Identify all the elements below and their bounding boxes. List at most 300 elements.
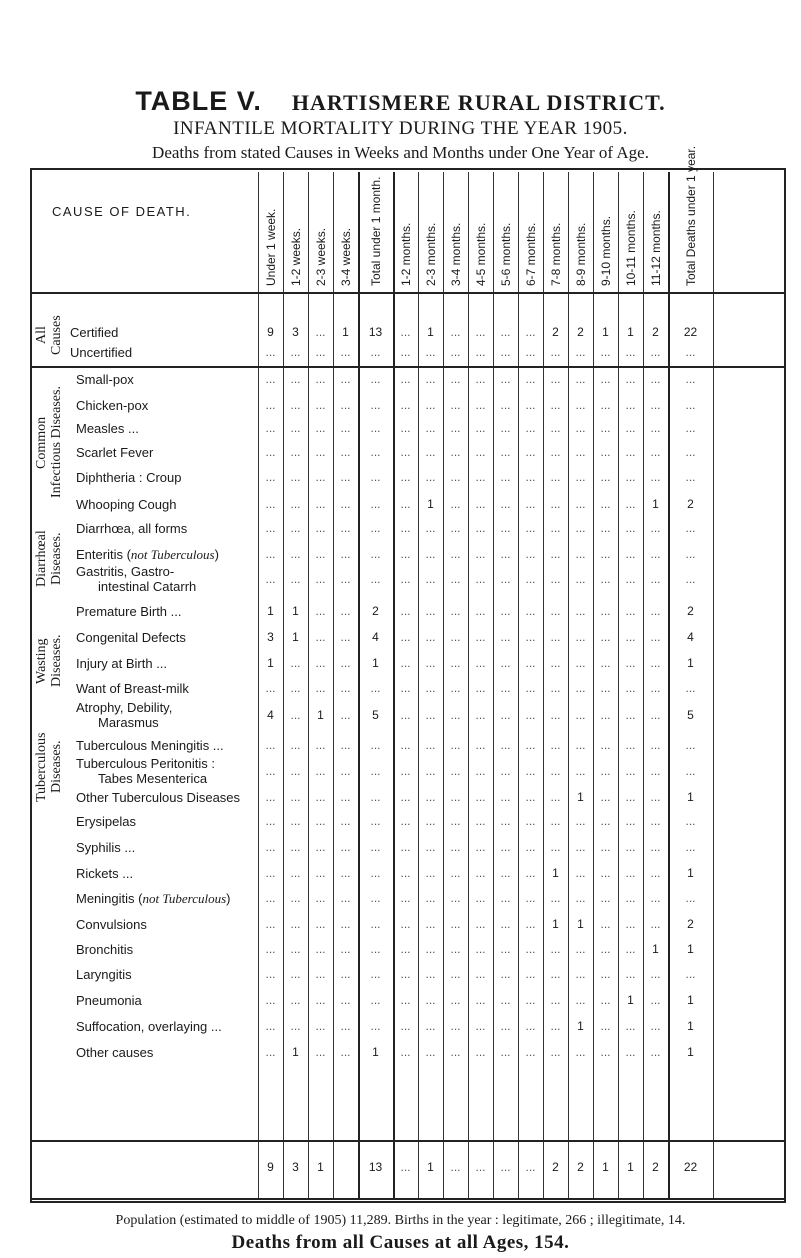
table-cell: ... <box>400 470 411 484</box>
table-cell: ... <box>550 547 561 561</box>
table-cell: ... <box>400 445 411 459</box>
column-header: 10-11 months. <box>623 210 638 286</box>
table-cell: ... <box>290 681 301 695</box>
table-cell: ... <box>575 470 586 484</box>
table-cell: ... <box>340 891 351 905</box>
table-cell: ... <box>625 738 636 752</box>
table-cell: ... <box>265 547 276 561</box>
table-cell: ... <box>500 891 511 905</box>
table-cell: ... <box>475 814 486 828</box>
table-cell: ... <box>575 604 586 618</box>
table-cell: ... <box>575 891 586 905</box>
table-cell: ... <box>550 942 561 956</box>
table-cell: ... <box>315 840 326 854</box>
table-cell: ... <box>370 840 381 854</box>
table-cell: 1 <box>652 497 659 511</box>
table-cell: ... <box>425 1045 436 1059</box>
table-cell: ... <box>625 790 636 804</box>
table-cell: ... <box>340 790 351 804</box>
table-cell: ... <box>425 547 436 561</box>
table-cell: ... <box>500 421 511 435</box>
table-cell: ... <box>500 1045 511 1059</box>
table-cell: ... <box>315 764 326 778</box>
table-cell: ... <box>475 572 486 586</box>
table-cell: ... <box>290 738 301 752</box>
table-cell: ... <box>600 1045 611 1059</box>
table-cell: ... <box>475 398 486 412</box>
table-cell: ... <box>450 521 461 535</box>
cause-label: Other Tuberculous Diseases <box>76 790 241 805</box>
table-cell: 13 <box>368 325 383 339</box>
table-cell: 1 <box>687 866 694 880</box>
cause-label-line: Tabes Mesenterica <box>98 771 208 786</box>
table-cell: ... <box>450 814 461 828</box>
cause-label: Uncertified <box>70 345 133 360</box>
total-cell: 3 <box>292 1160 299 1174</box>
cause-label: Chicken-pox <box>76 398 149 413</box>
table-cell: ... <box>625 814 636 828</box>
table-cell: ... <box>315 421 326 435</box>
table-cell: ... <box>525 967 536 981</box>
table-cell: 1 <box>687 1045 694 1059</box>
cause-label-italic: not Tuberculous <box>142 891 227 906</box>
table-cell: ... <box>475 764 486 778</box>
table-cell: ... <box>500 345 511 359</box>
table-cell: ... <box>500 656 511 670</box>
table-cell: ... <box>290 572 301 586</box>
table-cell: ... <box>600 840 611 854</box>
column-header: Total under 1 month. <box>368 176 383 286</box>
cause-label <box>76 756 215 786</box>
table-cell: ... <box>400 681 411 695</box>
table-cell: ... <box>450 891 461 905</box>
table-cell: ... <box>685 470 696 484</box>
cause-label-line: Marasmus <box>98 715 159 730</box>
table-cell: ... <box>550 630 561 644</box>
table-cell: ... <box>400 942 411 956</box>
table-cell: ... <box>265 445 276 459</box>
table-cell: ... <box>525 1045 536 1059</box>
table-cell: ... <box>575 1045 586 1059</box>
table-cell: ... <box>340 917 351 931</box>
table-cell: ... <box>525 572 536 586</box>
column-header: Total Deaths under 1 year. <box>683 145 698 286</box>
cause-label: Laryngitis <box>76 967 132 982</box>
table-cell: ... <box>550 708 561 722</box>
cause-label <box>76 564 196 594</box>
table-cell: ... <box>265 967 276 981</box>
table-cell: ... <box>370 521 381 535</box>
table-cell: ... <box>400 708 411 722</box>
table-cell: ... <box>475 547 486 561</box>
table-cell: ... <box>475 993 486 1007</box>
cause-label: Suffocation, overlaying ... <box>76 1019 222 1034</box>
table-cell: ... <box>600 738 611 752</box>
table-cell: ... <box>340 993 351 1007</box>
table-cell: ... <box>400 1045 411 1059</box>
table-cell: ... <box>400 790 411 804</box>
table-cell: ... <box>450 764 461 778</box>
table-cell: ... <box>625 866 636 880</box>
table-cell: ... <box>525 547 536 561</box>
total-cell: 22 <box>683 1160 698 1174</box>
table-cell: ... <box>525 866 536 880</box>
table-cell: ... <box>650 398 661 412</box>
table-cell: ... <box>425 630 436 644</box>
cause-label: Diphtheria : Croup <box>76 470 182 485</box>
table-cell: ... <box>370 445 381 459</box>
table-cell: ... <box>650 917 661 931</box>
row-group-label-line: Causes <box>49 315 64 355</box>
table-cell: ... <box>525 891 536 905</box>
table-cell: 1 <box>317 708 324 722</box>
table-cell: 1 <box>552 917 559 931</box>
table-cell: ... <box>315 1045 326 1059</box>
row-group-label <box>34 722 70 812</box>
table-cell: ... <box>450 656 461 670</box>
table-cell: ... <box>650 656 661 670</box>
table-cell: 1 <box>267 604 274 618</box>
column-header: 4-5 months. <box>473 222 488 286</box>
total-cell: 2 <box>577 1160 584 1174</box>
table-cell: ... <box>650 738 661 752</box>
table-cell: ... <box>450 398 461 412</box>
table-cell: ... <box>370 572 381 586</box>
table-cell: ... <box>575 681 586 695</box>
table-cell: ... <box>600 604 611 618</box>
table-cell: ... <box>475 345 486 359</box>
table-cell: ... <box>265 681 276 695</box>
column-header: 9-10 months. <box>598 215 613 286</box>
table-cell: ... <box>265 1019 276 1033</box>
row-group-label-line: Wasting <box>34 638 49 684</box>
table-cell: 1 <box>267 656 274 670</box>
column-header: 3-4 months. <box>448 222 463 286</box>
table-cell: ... <box>600 572 611 586</box>
table-cell: ... <box>475 891 486 905</box>
table-cell: ... <box>370 470 381 484</box>
table-cell: 1 <box>627 325 634 339</box>
table-cell: ... <box>550 681 561 695</box>
table-cell: ... <box>340 497 351 511</box>
table-cell: ... <box>450 917 461 931</box>
table-cell: ... <box>500 942 511 956</box>
table-cell: ... <box>450 470 461 484</box>
table-cell: ... <box>500 372 511 386</box>
row-group-label-line: Common <box>34 416 49 469</box>
table-cell: ... <box>575 521 586 535</box>
table-cell: 22 <box>683 325 698 339</box>
table-cell: ... <box>265 398 276 412</box>
table-cell: ... <box>625 497 636 511</box>
row-group-label-line: Diarrhœal <box>34 530 49 588</box>
deaths-all-causes: Deaths from all Causes at all Ages, 154. <box>231 1232 570 1253</box>
table-cell: ... <box>475 630 486 644</box>
cause-label: Other causes <box>76 1045 154 1060</box>
table-cell: ... <box>525 1019 536 1033</box>
row-group-label-line: Tuberculous <box>34 732 49 802</box>
table-cell: ... <box>315 604 326 618</box>
table-cell: ... <box>290 547 301 561</box>
table-cell: ... <box>315 942 326 956</box>
table-cell: ... <box>400 814 411 828</box>
table-cell: ... <box>625 421 636 435</box>
column-header: 11-12 months. <box>648 210 663 286</box>
table-cell: ... <box>525 470 536 484</box>
district-name: HARTISMERE RURAL DISTRICT. <box>291 90 666 115</box>
table-cell: ... <box>575 708 586 722</box>
table-cell: ... <box>290 497 301 511</box>
cause-label: Congenital Defects <box>76 630 186 645</box>
table-cell: ... <box>475 604 486 618</box>
table-cell: ... <box>525 708 536 722</box>
table-cell: 2 <box>687 917 694 931</box>
table-cell: ... <box>450 942 461 956</box>
row-group-label <box>34 518 70 600</box>
table-cell: ... <box>500 572 511 586</box>
table-cell: ... <box>370 814 381 828</box>
table-cell: ... <box>400 372 411 386</box>
table-cell: ... <box>525 656 536 670</box>
table-cell: ... <box>425 681 436 695</box>
cause-label: Rickets ... <box>76 866 134 881</box>
table-cell: ... <box>400 967 411 981</box>
total-cell: 1 <box>317 1160 324 1174</box>
table-cell: ... <box>290 917 301 931</box>
table-cell: ... <box>500 497 511 511</box>
table-cell: ... <box>450 708 461 722</box>
table-cell: ... <box>625 967 636 981</box>
table-cell: ... <box>475 656 486 670</box>
table-cell: ... <box>290 866 301 880</box>
table-cell: ... <box>600 656 611 670</box>
table-cell: ... <box>265 866 276 880</box>
table-cell: ... <box>400 917 411 931</box>
table-cell: ... <box>315 814 326 828</box>
table-cell: 1 <box>687 790 694 804</box>
table-cell: ... <box>425 656 436 670</box>
table-cell: 4 <box>267 708 274 722</box>
table-cell: ... <box>475 738 486 752</box>
table-cell: ... <box>400 325 411 339</box>
table-cell: ... <box>550 764 561 778</box>
table-cell: ... <box>315 681 326 695</box>
table-cell: 5 <box>687 708 694 722</box>
table-cell: ... <box>370 421 381 435</box>
table-cell: ... <box>625 604 636 618</box>
table-cell: ... <box>685 814 696 828</box>
table-cell: ... <box>450 572 461 586</box>
table-cell: 2 <box>687 604 694 618</box>
table-cell: ... <box>625 630 636 644</box>
table-cell: ... <box>425 967 436 981</box>
table-cell: ... <box>450 1019 461 1033</box>
table-cell: ... <box>475 967 486 981</box>
table-cell: ... <box>315 325 326 339</box>
table-cell: 1 <box>687 942 694 956</box>
table-cell: ... <box>400 421 411 435</box>
table-cell: ... <box>500 470 511 484</box>
table-cell: ... <box>575 372 586 386</box>
table-cell: ... <box>625 917 636 931</box>
table-cell: ... <box>290 521 301 535</box>
row-group-label-line: Diseases. <box>49 740 64 794</box>
table-cell: ... <box>425 942 436 956</box>
table-cell: ... <box>650 681 661 695</box>
cause-label-line: Atrophy, Debility, <box>76 700 173 715</box>
cause-label: Certified <box>70 325 119 340</box>
table-cell: ... <box>315 372 326 386</box>
table-cell: ... <box>290 891 301 905</box>
table-cell: ... <box>400 547 411 561</box>
table-cell: 4 <box>372 630 379 644</box>
table-cell: ... <box>425 604 436 618</box>
table-cell: ... <box>340 398 351 412</box>
table-cell: ... <box>290 421 301 435</box>
total-cell: ... <box>525 1160 536 1174</box>
table-cell: ... <box>525 814 536 828</box>
table-cell: ... <box>525 372 536 386</box>
table-cell: ... <box>290 993 301 1007</box>
table-cell: ... <box>475 708 486 722</box>
table-cell: ... <box>400 891 411 905</box>
table-cell: ... <box>575 345 586 359</box>
row-rule <box>30 1198 786 1200</box>
table-cell: ... <box>625 445 636 459</box>
table-cell: ... <box>600 1019 611 1033</box>
table-cell: ... <box>340 814 351 828</box>
table-cell: ... <box>650 572 661 586</box>
table-cell: ... <box>315 497 326 511</box>
table-cell: ... <box>600 814 611 828</box>
table-cell: ... <box>450 681 461 695</box>
table-subtitle: INFANTILE MORTALITY DURING THE YEAR 1905. <box>173 118 628 139</box>
table-cell: ... <box>290 967 301 981</box>
table-cell: ... <box>600 866 611 880</box>
table-cell: ... <box>290 345 301 359</box>
table-cell: 4 <box>687 630 694 644</box>
table-cell: 3 <box>267 630 274 644</box>
table-cell: ... <box>525 421 536 435</box>
table-cell: ... <box>475 1019 486 1033</box>
table-cell: ... <box>600 708 611 722</box>
table-cell: ... <box>265 840 276 854</box>
table-cell: ... <box>625 708 636 722</box>
table-cell: ... <box>550 1019 561 1033</box>
cause-label: Convulsions <box>76 917 147 932</box>
table-cell: ... <box>625 547 636 561</box>
table-cell: ... <box>425 421 436 435</box>
table-cell: ... <box>575 497 586 511</box>
table-cell: ... <box>315 470 326 484</box>
cause-column-header: CAUSE OF DEATH. <box>52 204 192 219</box>
table-cell: ... <box>340 345 351 359</box>
cause-label: Diarrhœa, all forms <box>76 521 188 536</box>
table-cell: ... <box>575 738 586 752</box>
table-cell: ... <box>370 917 381 931</box>
table-cell: ... <box>625 891 636 905</box>
cause-label-text: Meningitis ( <box>76 891 143 906</box>
table-cell: 1 <box>652 942 659 956</box>
table-cell: ... <box>450 1045 461 1059</box>
cause-label-text: ) <box>214 547 219 562</box>
table-cell: ... <box>685 372 696 386</box>
table-cell: ... <box>550 790 561 804</box>
table-cell: 1 <box>292 1045 299 1059</box>
table-cell: ... <box>550 840 561 854</box>
table-cell: ... <box>265 372 276 386</box>
table-cell: ... <box>450 790 461 804</box>
table-cell: ... <box>425 372 436 386</box>
column-header: 7-8 months. <box>548 222 563 286</box>
table-cell: ... <box>290 708 301 722</box>
table-cell: ... <box>340 708 351 722</box>
table-cell: ... <box>370 497 381 511</box>
table-cell: ... <box>575 572 586 586</box>
cause-label: Whooping Cough <box>76 497 177 512</box>
table-cell: ... <box>625 398 636 412</box>
table-cell: ... <box>315 572 326 586</box>
table-cell: ... <box>500 398 511 412</box>
table-cell: 1 <box>687 1019 694 1033</box>
table-cell: ... <box>400 497 411 511</box>
population-note: Population (estimated to middle of 1905) 11,289. Births in the year : legitimate, 266 ; illegitimate, 14. <box>115 1213 686 1228</box>
table-cell: ... <box>265 942 276 956</box>
table-cell: ... <box>600 681 611 695</box>
table-cell: ... <box>290 1019 301 1033</box>
table-cell: ... <box>425 1019 436 1033</box>
table-cell: ... <box>685 521 696 535</box>
table-cell: ... <box>340 372 351 386</box>
table-cell: ... <box>340 470 351 484</box>
table-cell: ... <box>650 345 661 359</box>
table-cell: ... <box>600 421 611 435</box>
table-cell: ... <box>525 840 536 854</box>
row-group-label-line: Infectious Diseases. <box>49 386 64 499</box>
table-cell: ... <box>370 738 381 752</box>
table-cell: ... <box>315 790 326 804</box>
table-cell: ... <box>370 1019 381 1033</box>
table-cell: ... <box>525 445 536 459</box>
table-cell: ... <box>400 604 411 618</box>
table-cell: ... <box>525 764 536 778</box>
table-cell: ... <box>315 1019 326 1033</box>
table-cell: ... <box>265 421 276 435</box>
cause-label: Pneumonia <box>76 993 142 1008</box>
table-cell: ... <box>425 708 436 722</box>
table-cell: ... <box>600 942 611 956</box>
table-cell: ... <box>315 967 326 981</box>
table-cell: 2 <box>372 604 379 618</box>
table-cell: ... <box>575 814 586 828</box>
table-cell: ... <box>370 547 381 561</box>
table-cell: ... <box>685 547 696 561</box>
table-cell: 1 <box>552 866 559 880</box>
table-cell: ... <box>685 398 696 412</box>
table-cell: ... <box>550 345 561 359</box>
table-cell: ... <box>650 764 661 778</box>
table-cell: ... <box>450 993 461 1007</box>
table-cell: ... <box>370 967 381 981</box>
table-cell: ... <box>625 942 636 956</box>
table-cell: ... <box>290 790 301 804</box>
table-cell: ... <box>650 547 661 561</box>
table-cell: ... <box>600 790 611 804</box>
table-cell: ... <box>650 866 661 880</box>
table-cell: ... <box>550 1045 561 1059</box>
table-cell: ... <box>685 421 696 435</box>
table-cell: ... <box>600 521 611 535</box>
